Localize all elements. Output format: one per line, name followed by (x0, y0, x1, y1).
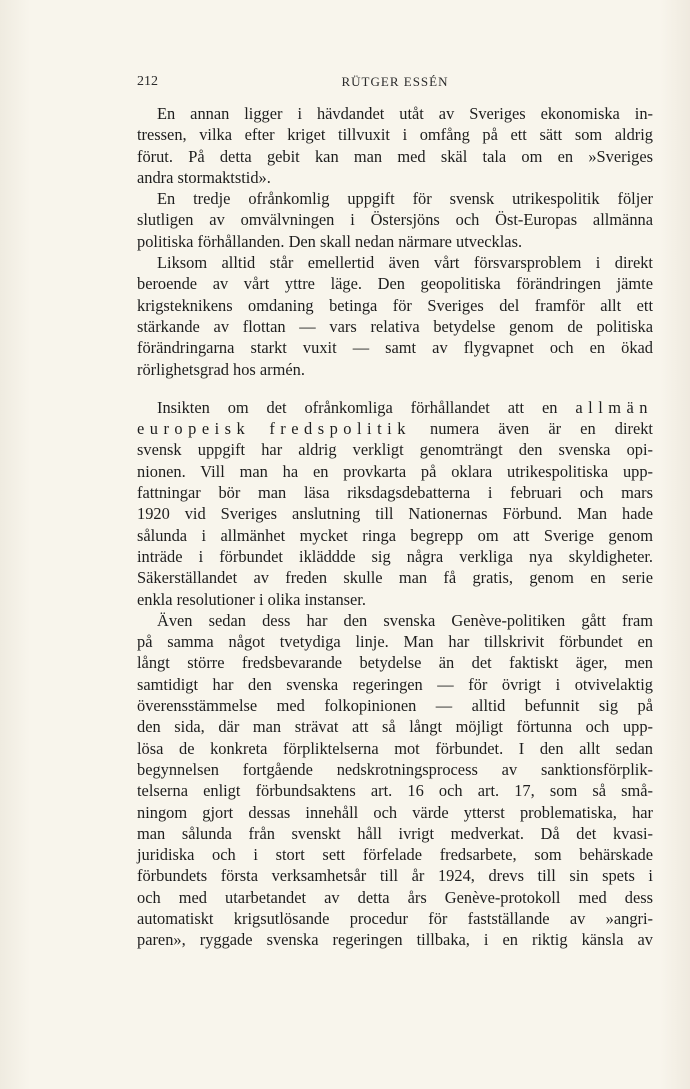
text-line: 1920 vid Sveriges anslutning till Nationernas Förbund. Man hade (137, 504, 653, 524)
text-line: överensstämmelse med folkopinionen — alltid befunnit sig på (137, 696, 653, 716)
body-text (137, 103, 653, 951)
text-line: man sålunda från svenskt håll ivrigt medverkat. Då det kvasi- (137, 823, 653, 843)
text-line: förändringarna starkt vuxit — samt av flygvapnet och en ökad (137, 338, 653, 358)
text-line: förbundets första verksamhetsår till år 1924, drevs till sin spets i (137, 866, 653, 886)
text-line: enkla resolutioner i olika instanser. (137, 589, 366, 609)
text-line: andra stormaktstid». (137, 167, 271, 187)
text-line: begynnelsen fortgående nedskrotningsprocess av sanktionsförplik- (137, 759, 653, 779)
text-line: En annan ligger i hävdandet utåt av Sveriges ekonomiska in- (157, 104, 653, 123)
text-line: Säkerställandet av freden skulle man få gratis, genom en serie (137, 568, 653, 588)
spaced-word: europeisk (137, 419, 251, 439)
section-break (137, 380, 653, 397)
text-line: Insikten om det ofrånkomliga förhållandet att en allmän (157, 397, 653, 417)
spaced-word: allmän (575, 397, 653, 417)
text-line: långt större fredsbevarande betydelse än det faktiskt äger, men (137, 653, 653, 673)
spaced-word: fredspolitik (269, 419, 411, 439)
text-line: nionen. Vill man ha en provkarta på oklara utrikespolitiska upp- (137, 461, 653, 481)
text-line: En tredje ofrånkomlig uppgift för svensk utrikespolitik följer (157, 189, 653, 209)
text-line: politiska förhållanden. Den skall nedan närmare utvecklas. (137, 231, 523, 251)
text-line: tressen, vilka efter kriget tillvuxit i omfång på ett sätt som aldrig (137, 125, 653, 145)
text-line: samtidigt har den svenska regeringen — för övrigt i otvivelaktig (137, 674, 653, 694)
text-line: förut. På detta gebit kan man med skäl tala om en »Sveriges (137, 146, 653, 166)
text-line: ningom gjort dessas innehåll och värde ytterst problematiska, har (137, 802, 653, 822)
text-line: paren», ryggade svenska regeringen tillbaka, i en riktig känsla av (137, 930, 653, 950)
running-head: RÜTGER ESSÉN (341, 74, 449, 89)
text-line: beroende av vårt yttre läge. Den geopolitiska förändringen jämte (137, 274, 653, 294)
text-line: lösa de konkreta förpliktelserna mot förbundet. I den allt sedan (137, 738, 653, 758)
text-line: och med utarbetandet av detta års Genève-protokoll med dess (137, 887, 653, 907)
text-line: slutligen av omvälvningen i Östersjöns och Öst-Europas allmänna (137, 210, 653, 230)
text-line: krigsteknikens omdaning betinga för Sveriges del framför allt ett (137, 295, 653, 315)
text-line: europeisk fredspolitik numera även är en direkt (137, 419, 653, 439)
text-line: Liksom alltid står emellertid även vårt försvarsproblem i direkt (157, 253, 653, 273)
text-line: Även sedan dess har den svenska Genève-politiken gått fram (157, 610, 653, 630)
page-number: 212 (137, 74, 158, 89)
text-line: juridiska och i stort sett förfelade fredsarbete, som behärskade (137, 845, 653, 865)
text-line: inträde i förbundet ikläddde sig några verkliga nya skyldigheter. (137, 546, 653, 566)
page-header (137, 74, 653, 96)
text-line: automatiskt krigsutlösande procedur för fastställande av »angri- (137, 908, 653, 928)
text-line: sålunda i allmänhet mycket ringa begrepp om att Sverige genom (137, 525, 653, 545)
text-line: rörlighetsgrad hos armén. (137, 359, 305, 379)
text-line: svensk uppgift har aldrig verkligt genomträngt den svenska opi- (137, 440, 653, 460)
text-line: telserna enligt förbundsaktens art. 16 och art. 17, som så små- (137, 781, 653, 801)
text-line: den sida, där man strävat att så långt möjligt förtunna och upp- (137, 717, 653, 737)
text-line: fattningar bör man läsa riksdagsdebatterna i februari och mars (137, 483, 653, 503)
text-line: stärkande av flottan — vars relativa betydelse genom de politiska (137, 316, 653, 336)
text-line: på samma något tvetydiga linje. Man har tillskrivit förbundet en (137, 632, 653, 652)
